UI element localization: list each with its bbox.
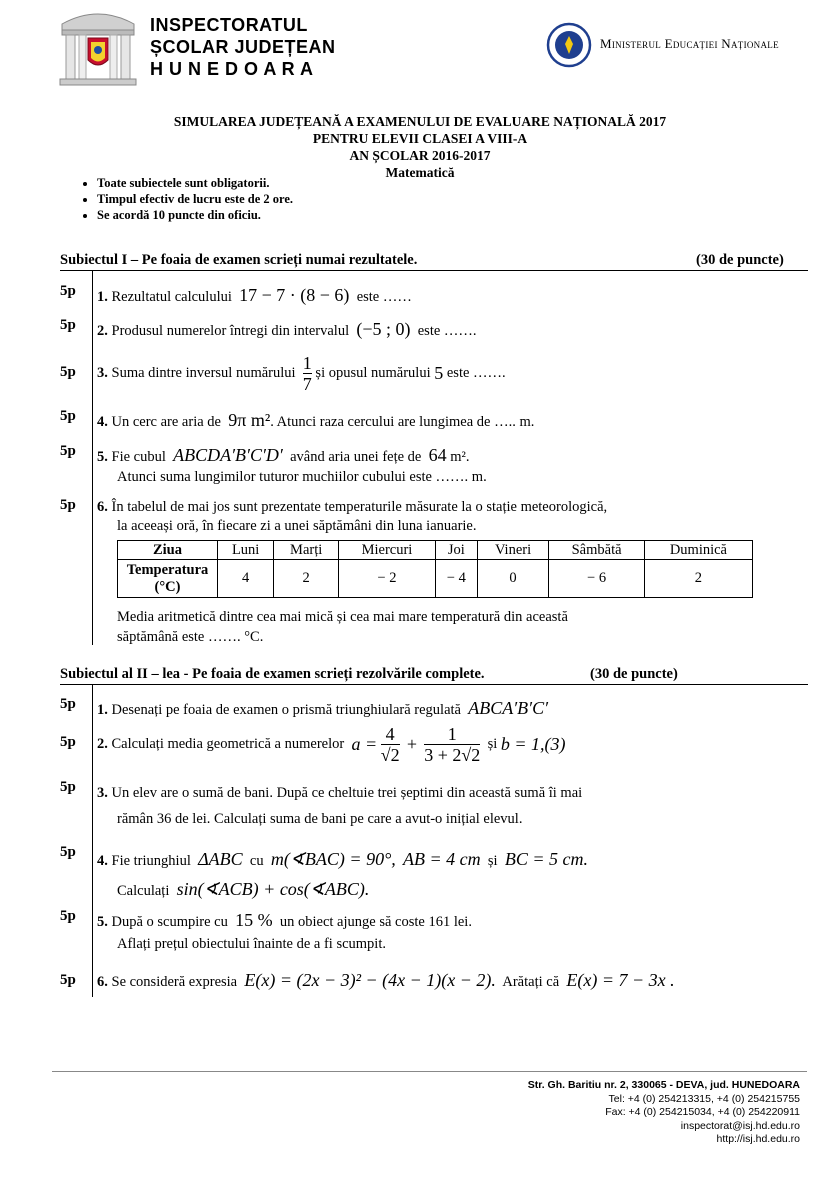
footer-address: Str. Gh. Baritiu nr. 2, 330065 - DEVA, jud. HUNEDOARA — [527, 1079, 800, 1091]
s1-question-4: 4. Un cerc are aria de 9π m². Atunci raza cercului are lungimea de ….. m. — [97, 410, 535, 430]
section2-heading: Subiectul al II – lea - Pe foaia de examen scrieți rezolvările complete. — [60, 666, 485, 682]
points-label: 5p — [60, 734, 76, 750]
points-label: 5p — [60, 844, 76, 860]
footer-website[interactable]: http://isj.hd.edu.ro — [716, 1133, 800, 1145]
points-label: 5p — [60, 443, 76, 459]
math-expression: E(x) = (2x − 3)² − (4x − 1)(x − 2). — [244, 970, 496, 990]
section2-points: (30 de puncte) — [590, 666, 678, 682]
title-line3: AN ȘCOLAR 2016-2017 — [349, 148, 491, 163]
table-cell: Vineri — [477, 541, 549, 560]
rule-item: • Toate subiectele sunt obligatorii. — [97, 176, 293, 191]
s1-question-6: 6. În tabelul de mai jos sunt prezentate temperaturile măsurate la o stație meteorologică, la aceeași oră, în fiecare zi a unei săptămâni din luna ianuarie. — [97, 499, 608, 534]
section1-heading: Subiectul I – Pe foaia de examen scrieți numai rezultatele. — [60, 252, 418, 268]
math-expression: ABCA′B′C′ — [468, 698, 549, 718]
table-cell: Luni — [218, 541, 274, 560]
s2-question-1: 1. Desenați pe foaia de examen o prismă triunghiulară regulată ABCA′B′C′ — [97, 698, 549, 718]
title-line1: SIMULAREA JUDEȚEANĂ A EXAMENULUI DE EVALUARE NAȚIONALĂ 2017 — [173, 114, 667, 129]
footer-fax: Fax: +4 (0) 254215034, +4 (0) 254220911 — [605, 1106, 800, 1118]
temperature-table — [117, 540, 753, 598]
fraction: $\frac{1}{7}$ — [302, 352, 312, 394]
footer-tel: Tel: +4 (0) 254213315, +4 (0) 254215755 — [608, 1092, 800, 1105]
s1-question-1: 1. Rezultatul calculului 17 − 7 · (8 − 6) este …… — [97, 285, 412, 305]
points-label: 5p — [60, 364, 76, 380]
exam-title — [0, 113, 840, 181]
table-cell: Duminică — [644, 541, 752, 560]
inspectorate-line3: H U N E D O A R A — [150, 59, 314, 79]
section2-vline — [92, 685, 93, 997]
title-line4: Matematică — [385, 165, 455, 180]
ministry-name: Ministerul Educației Naționale — [600, 36, 779, 51]
rule-item: • Se acordă 10 puncte din oficiu. — [97, 208, 293, 223]
table-cell: 2 — [644, 560, 752, 598]
title-line2: PENTRU ELEVII CLASEI A VIII-A — [312, 131, 528, 146]
math-expression: 9π m² — [228, 410, 271, 430]
section1-vline — [92, 271, 93, 645]
s2-question-4: 4. Fie triunghiul ΔABC cu m(∢BAC) = 90°, AB = 4 cm și BC = 5 cm. Calculați sin(∢ACB) + cos(∢ABC). — [97, 849, 588, 899]
rule-item: • Timpul efectiv de lucru este de 2 ore. — [97, 192, 293, 207]
table-header-cell: Temperatura (°C) — [118, 560, 218, 598]
s2-question-3: 3. Un elev are o sumă de bani. După ce cheltuie trei șeptimi din această sumă îi mai rămân 36 de lei. Calculați suma de bani pe care a avut-o inițial elevul. — [97, 785, 583, 827]
section1-points: (30 de puncte) — [696, 252, 784, 268]
table-row — [118, 560, 753, 598]
points-label: 5p — [60, 779, 76, 795]
inspectorate-name — [150, 14, 336, 80]
table-cell: 0 — [477, 560, 549, 598]
points-label: 5p — [60, 972, 76, 988]
s2-question-2: 2. Calculați media geometrică a numerelor a = $\frac{4}{√2}$ + $\frac{1}{3 + 2√2}$ și b = 1,(3) — [97, 723, 566, 765]
inspectorate-line1: INSPECTORATUL — [150, 15, 308, 35]
inspectorate-logo — [58, 10, 138, 86]
s1-question-3: 3. Suma dintre inversul numărului $\frac{1}{7}$ și opusul numărului 5 este ……. — [97, 352, 506, 394]
math-expression: (−5 ; 0) — [356, 319, 411, 339]
section1-rule — [60, 270, 808, 271]
table-cell: − 2 — [339, 560, 436, 598]
s2-question-6: 6. Se consideră expresia E(x) = (2x − 3)² − (4x − 1)(x − 2). Arătați că E(x) = 7 − 3x . — [97, 970, 675, 990]
footer-contact — [528, 1079, 800, 1147]
footer-rule — [52, 1071, 807, 1072]
table-cell: − 6 — [549, 560, 645, 598]
fraction: $\frac{1}{3 + 2√2}$ — [424, 723, 481, 765]
table-row — [118, 541, 753, 560]
table-cell: Miercuri — [339, 541, 436, 560]
table-cell: 4 — [218, 560, 274, 598]
math-expression: 17 − 7 · (8 − 6) — [239, 285, 350, 305]
s1-question-5: 5. Fie cubul ABCDA′B′C′D′ având aria unei fețe de 64 m². Atunci suma lungimilor tuturor muchiilor cubului este ……. m. — [97, 445, 487, 485]
table-cell: 2 — [274, 560, 339, 598]
points-label: 5p — [60, 317, 76, 333]
s1-question-6-followup: Media aritmetică dintre cea mai mică și cea mai mare temperatură din această săptămână este ……. °C. — [117, 609, 568, 645]
points-label: 5p — [60, 497, 76, 513]
points-label: 5p — [60, 408, 76, 424]
points-label: 5p — [60, 696, 76, 712]
math-expression: ABCDA′B′C′D′ — [173, 445, 283, 465]
s2-question-5: 5. După o scumpire cu 15 % un obiect ajunge să coste 161 lei. Aflați prețul obiectului înainte de a fi scumpit. — [97, 910, 472, 952]
government-seal — [546, 22, 592, 68]
footer-email[interactable]: inspectorat@isj.hd.edu.ro — [680, 1119, 800, 1132]
table-header-cell: Ziua — [118, 541, 218, 560]
table-cell: Sâmbătă — [549, 541, 645, 560]
s1-question-2: 2. Produsul numerelor întregi din intervalul (−5 ; 0) este ……. — [97, 319, 477, 339]
points-label: 5p — [60, 283, 76, 299]
inspectorate-line2: ȘCOLAR JUDEȚEAN — [150, 37, 336, 57]
table-cell: Marți — [274, 541, 339, 560]
rules-list — [67, 176, 293, 224]
fraction: $\frac{4}{√2}$ — [380, 723, 400, 765]
section2-rule — [60, 684, 808, 685]
table-cell: Joi — [435, 541, 477, 560]
table-cell: − 4 — [435, 560, 477, 598]
math-expression: E(x) = 7 − 3x . — [566, 970, 675, 990]
points-label: 5p — [60, 908, 76, 924]
